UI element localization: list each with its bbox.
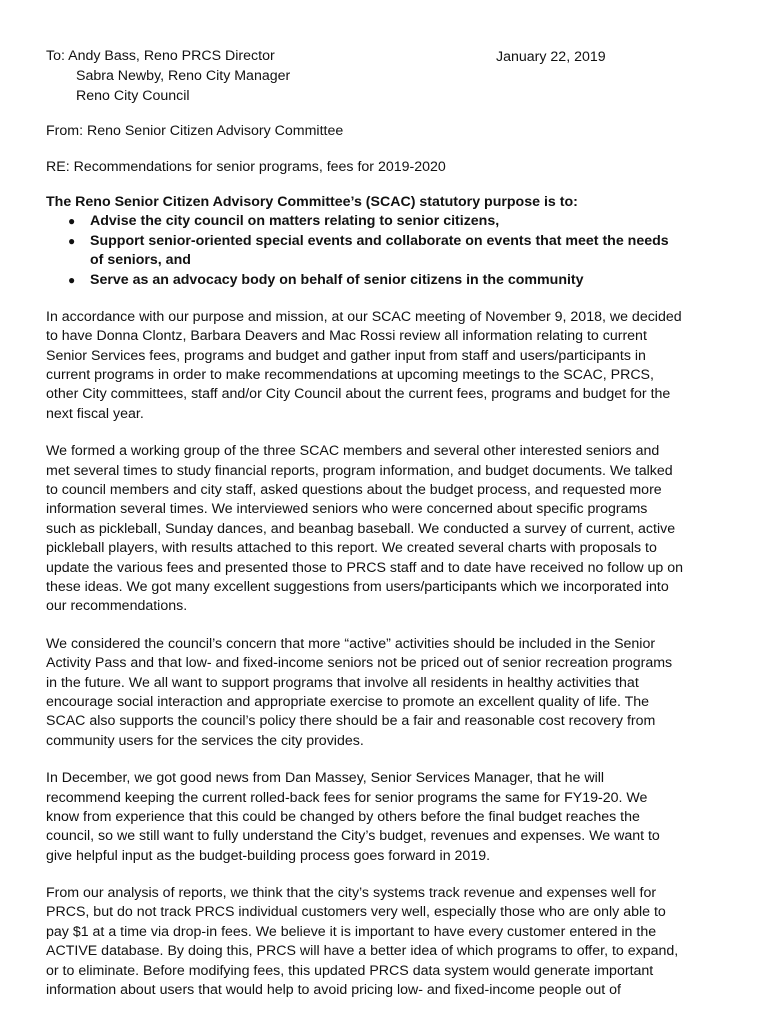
bullet-icon: ● xyxy=(68,272,76,287)
purpose-item-3: ● Serve as an advocacy body on behalf of senior citizens in the community xyxy=(46,271,736,290)
to-recipient-2: Sabra Newby, Reno City Manager xyxy=(76,68,291,85)
purpose-list xyxy=(46,212,736,290)
to-label: To: xyxy=(46,48,65,64)
to-row xyxy=(46,48,736,67)
purpose-item-1: ● Advise the city council on matters relating to senior citizens, xyxy=(46,212,736,231)
memo-document xyxy=(46,48,736,1000)
re-line: RE: Recommendations for senior programs, fees for 2019-2020 xyxy=(46,158,446,175)
purpose-heading: The Reno Senior Citizen Advisory Committee’s (SCAC) statutory purpose is to: xyxy=(46,193,578,210)
paragraph-working-group: We formed a working group of the three SCAC members and several other interested seniors and met several times to study financial reports, program information, and budget documents. We talked to council members and city staff, asked questions about the budget process, and requested more information several times. We interviewed seniors who were concerned about specific programs such as pickleball, Sunday dances, and beanbag baseball. We conducted a survey of current, active pickleball players, with results attached to this report. We created several charts with proposals to update the various fees and presented those to PRCS staff and to date have received no follow up on these ideas. We got many excellent suggestions from users/participants which we incorporated into our recommendations. xyxy=(46,443,684,615)
bullet-icon: ● xyxy=(68,214,76,229)
paragraph-december-news: In December, we got good news from Dan Massey, Senior Services Manager, that he will recommend keeping the current rolled-back fees for senior programs the same for FY19-20. We know from experience that this could be changed by others before the final budget reaches the council, so we still want to fully understand the City’s budget, revenues and expenses. We want to give helpful input as the budget-building process goes forward in 2019. xyxy=(46,770,660,864)
to-recipient-1: Andy Bass, Reno PRCS Director xyxy=(68,48,275,64)
to-recipient-3: Reno City Council xyxy=(76,87,190,104)
purpose-item-2: ● Support senior-oriented special events and collaborate on events that meet the needs of seniors, and xyxy=(68,232,669,269)
memo-date: January 22, 2019 xyxy=(496,49,606,65)
bullet-icon: ● xyxy=(68,233,76,248)
from-line: From: Reno Senior Citizen Advisory Committee xyxy=(46,123,344,140)
paragraph-mission: In accordance with our purpose and mission, at our SCAC meeting of November 9, 2018, we decided to have Donna Clontz, Barbara Deavers and Mac Rossi review all information relating to current Senior Services fees, programs and budget and gather input from staff and users/participants in current programs in order to make recommendations at upcoming meetings to the SCAC, PRCS, other City committees, staff and/or City Council about the current fees, programs and budget for the next fiscal year. xyxy=(46,308,682,422)
paragraph-analysis: From our analysis of reports, we think that the city’s systems track revenue and expenses well for PRCS, but do not track PRCS individual customers very well, especially those who are only able to pay $1 at a time via drop-in fees. We believe it is important to have every customer entered in the ACTIVE database. By doing this, PRCS will have a better idea of which programs to offer, to expand, or to eliminate. Before modifying fees, this updated PRCS data system would generate important information about users that would help to avoid pricing low- and fixed-income people out of xyxy=(46,885,679,999)
paragraph-council-concern: We considered the council’s concern that more “active” activities should be included in the Senior Activity Pass and that low- and fixed-income seniors not be priced out of senior recreation programs in the future. We all want to support programs that involve all residents in healthy activities that encourage social interaction and appropriate exercise to promote an excellent quality of life. The SCAC also supports the council’s policy there should be a fair and reasonable cost recovery from community users for the services the city provides. xyxy=(46,635,673,749)
